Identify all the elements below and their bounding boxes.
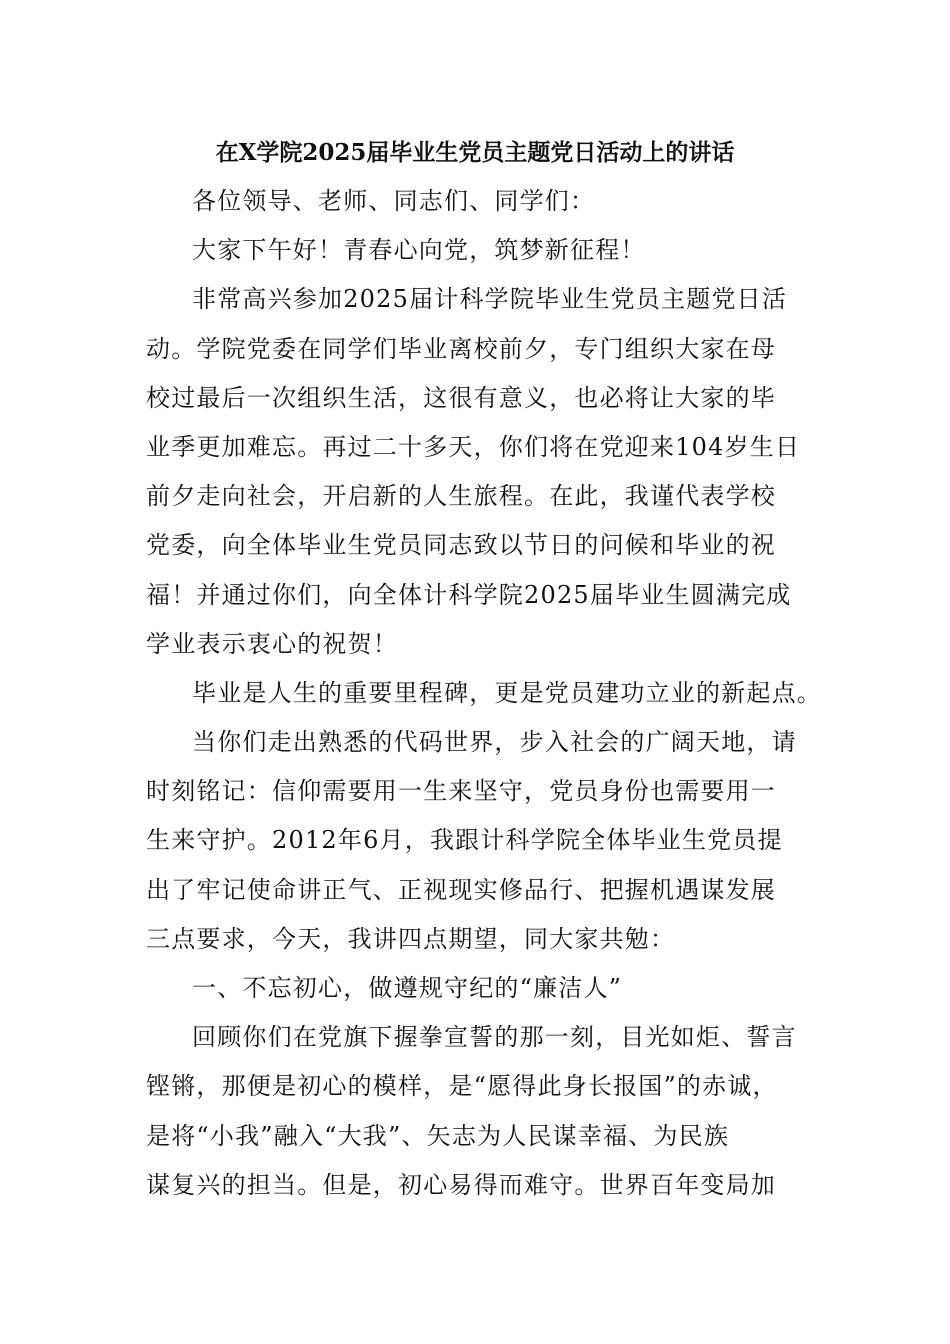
text-line: 三点要求，今天，我讲四点期望，同大家共勉： [146,924,676,953]
text-line: 业季更加难忘。再过二十多天，你们将在党迎来104岁生日 [146,432,801,461]
text-line: 非常高兴参加2025届计科学院毕业生党员主题党日活 [192,285,788,314]
text-line: 当你们走出熟悉的代码世界，步入社会的广阔天地，请 [192,728,797,757]
document-body [146,177,826,1210]
text-line: 各位领导、老师、同志们、同学们： [192,187,596,215]
text-line: 毕业是人生的重要里程碑，更是党员建功立业的新起点。 [192,678,822,707]
text-line: 谋复兴的担当。但是，初心易得而难守。世界百年变局加 [146,1170,776,1199]
text-line: 校过最后一次组织生活，这很有意义，也必将让大家的毕 [146,383,776,412]
text-line: 出了牢记使命讲正气、正视现实修品行、把握机遇谋发展 [146,875,776,904]
text-line: 回顾你们在党旗下握拳宣誓的那一刻，目光如炬、誓言 [192,1023,797,1052]
text-line: 时刻铭记：信仰需要用一生来坚守，党员身份也需要用一 [146,777,776,806]
text-line: 党委，向全体毕业生党员同志致以节日的问候和毕业的祝 [146,531,776,560]
text-line: 是将“小我”融入“大我”、矢志为人民谋幸福、为民族 [146,1121,730,1150]
text-line: 学业表示衷心的祝贺！ [146,629,398,658]
text-line: 大家下午好！青春心向党，筑梦新征程！ [192,236,646,265]
text-line: 生来守护。2012年6月，我跟计科学院全体毕业生党员提 [146,826,783,855]
text-line: 铿锵，那便是初心的模样，是“愿得此身长报国”的赤诚， [146,1072,778,1101]
text-line: 动。学院党委在同学们毕业离校前夕，专门组织大家在母 [146,334,776,363]
document-title: 在X学院2025届毕业生党员主题党日活动上的讲话 [215,139,735,166]
text-line: 一、不忘初心，做遵规守纪的“廉洁人” [192,974,623,1002]
text-line: 福！并通过你们，向全体计科学院2025届毕业生圆满完成 [146,580,792,609]
text-line: 前夕走向社会，开启新的人生旅程。在此，我谨代表学校 [146,482,776,511]
